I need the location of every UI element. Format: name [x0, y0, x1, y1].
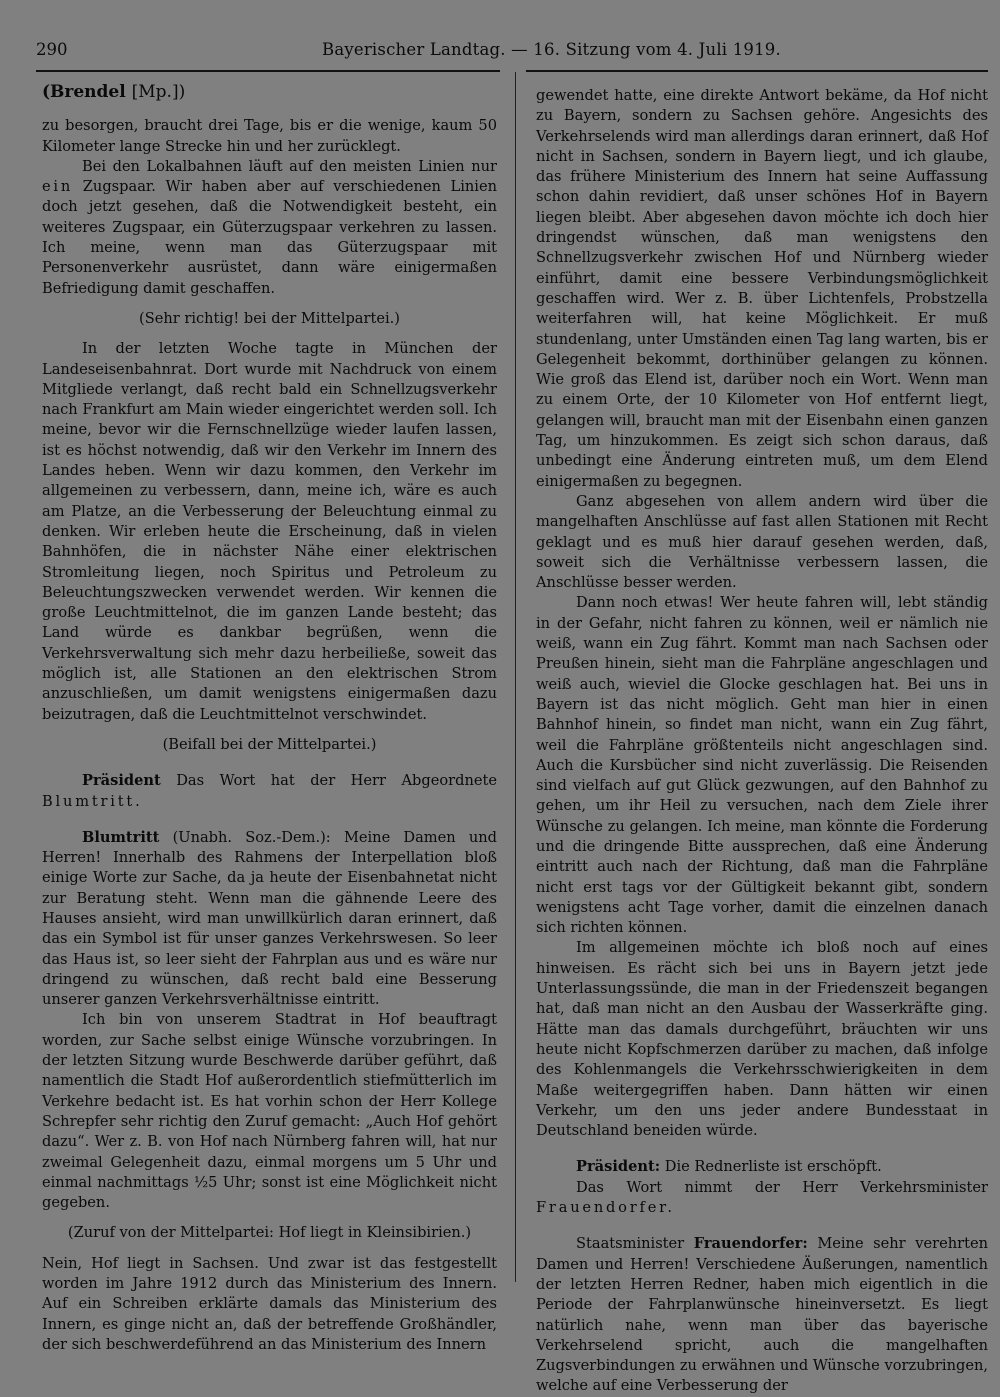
speaker-name: Präsident [82, 772, 161, 790]
text-run: Das Wort hat der Herr Abgeordnete [176, 772, 497, 790]
spaced-emphasis: ein [42, 178, 74, 196]
text-run: Zugspaar. Wir haben aber auf verschiedenen Linien doch jetzt gesehen, daß die Notwendigkeit besteht, ein weiteres Zugspaar, ein Güterzugspaar verkehren zu lassen. Ich meine, wenn man das Güterzugspaar mit Personenverkehr ausrüstet, dann wäre einigermaßen Befriedigung damit geschaffen. [42, 178, 498, 297]
speech-paragraph [536, 1234, 988, 1396]
header-rule-right [526, 70, 988, 72]
running-speaker-name: (Brendel [42, 82, 126, 102]
text-run: Meine Damen und Herren! Innerhalb des Rahmens der Interpellation bloß einige Worte zur Sache, da ja heute der Eisenbahnetat nicht zur Beratung steht. Wenn man die gähnende Leere des Hauses ansieht, wird man unwillkürlich daran erinnert, daß das ein Symbol ist für unser ganzes Verkehrswesen. So leer das Haus ist, so leer sieht der Fahrplan aus und es wäre nur dringend zu wünschen, daß recht bald eine Besserung unserer ganzen Verkehrsverhältnisse eintritt. [42, 828, 498, 1009]
speaker-name: Präsident: [576, 1158, 661, 1176]
interjection: (Sehr richtig! bei der Mittelpartei.) [139, 309, 400, 327]
column-divider [515, 72, 516, 1282]
speaker-title: Staatsminister [576, 1235, 685, 1253]
paragraph [536, 1178, 988, 1219]
interjection: (Zuruf von der Mittelpartei: Hof liegt in Kleinsibirien.) [67, 1224, 472, 1242]
left-column [42, 82, 497, 1355]
paragraph: Nein, Hof liegt in Sachsen. Und zwar ist das festgestellt worden im Jahre 1912 durch das Ministerium des Innern. Auf ein Schreiben erklärte damals das Ministerium des Innern, es ginge nicht an, daß der betreffende Großhändler, der sich beschwerdeführend an das Ministerium des Innern [42, 1254, 497, 1353]
speaker-name: Blumtritt [82, 828, 160, 846]
text-run: Bei den Lokalbahnen läuft auf den meisten Linien nur [82, 157, 497, 175]
paragraph: Ich bin von unserem Stadtrat in Hof beauftragt worden, zur Sache selbst einige Wünsche vorzubringen. In der letzten Sitzung wurde Beschwerde darüber geführt, daß namentlich die Stadt Hof außerordentlich stiefmütterlich im Verkehre bedacht ist. Es hat vorhin schon der Herr Kollege Schrepfer sehr richtig den Zuruf gemacht: „Auch Hof gehört dazu“. Wer z. B. von Hof nach Nürnberg fahren will, hat nur zweimal Gelegenheit dazu, einmal morgens um 5 Uhr und einmal nachmittags ½5 Uhr; sonst ist eine Möglichkeit nicht gegeben. [42, 1011, 497, 1212]
spaced-member-name: Frauendorfer. [536, 1199, 675, 1217]
paragraph [42, 157, 497, 299]
running-speaker-head [42, 82, 497, 102]
page-number: 290 [36, 40, 68, 59]
president-statement [536, 1157, 988, 1177]
text-run: Meine sehr verehrten Damen und Herren! Verschiedene Äußerungen, namentlich der letzten Herren Redner, haben mich eigentlich in die Periode der Fahrplanwünsche hineinversetzt. Es liegt natürlich nahe, wenn man über das bayerische Verkehrselend spricht, auch die mangelhaften Zugsverbindungen zu erwähnen und Wünsche vorzubringen, welche auf eine Verbesserung der [536, 1235, 988, 1395]
running-title: Bayerischer Landtag. — 16. Sitzung vom 4. Juli 1919. [322, 40, 781, 59]
paragraph: Dann noch etwas! Wer heute fahren will, lebt ständig in der Gefahr, nicht fahren zu können, weil er nämlich nie weiß, wann ein Zug fährt. Kommt man nach Sachsen oder Preußen hinein, sieht man die Fahrpläne angeschlagen und weiß auch, wieviel die Glocke geschlagen hat. Bei uns in Bayern ist das nicht möglich. Geht man hier in einen Bahnhof hinein, so findet man nicht, wann ein Zug fährt, weil die Fahrpläne größtenteils nicht angeschlagen sind. Auch die Kursbücher sind nicht zuverlässig. Die Reisenden sind vielfach auf gut Glück gezwungen, auf den Bahnhof zu gehen, um ihr Heil zu versuchen, nach dem Ziele ihrer Wünsche zu gelangen. Ich meine, man könnte die Forderung und die dringende Bitte aussprechen, daß eine Änderung eintritt auch nach der Richtung, daß man die Fahrpläne nicht erst tags vor der Gültigkeit bekannt gibt, sondern wenigstens acht Tage vorher, damit die einzelnen danach sich richten können. [536, 594, 988, 937]
paragraph: Im allgemeinen möchte ich bloß noch auf eines hinweisen. Es rächt sich bei uns in Bayern jetzt jede Unterlassungssünde, die man in der Friedenszeit begangen hat, daß man nicht an den Ausbau der Wasserkräfte ging. Hätte man das damals durchgeführt, bräuchten wir uns heute nicht Kopfschmerzen darüber zu machen, daß infolge des Kohlenmangels die Verkehrsschwierigkeiten in dem Maße weitergegriffen haben. Dann hätten wir einen Verkehr, um den uns jeder andere Bundesstaat in Deutschland beneiden würde. [536, 939, 988, 1140]
paragraph: Ganz abgesehen von allem andern wird über die mangelhaften Anschlüsse auf fast allen Stationen mit Recht geklagt und es muß hier darauf gesehen werden, daß, soweit sich die Verhältnisse verbessern lassen, die Anschlüsse besser werden. [536, 492, 988, 592]
text-run: Das Wort nimmt der Herr Verkehrsminister [576, 1178, 988, 1196]
spaced-member-name: Blumtritt. [42, 792, 143, 810]
page-header [36, 40, 986, 66]
speaker-party: (Unabh. Soz.-Dem.): [172, 828, 331, 846]
paragraph: In der letzten Woche tagte in München der Landeseisenbahnrat. Dort wurde mit Nachdruck von einem Mitgliede verlangt, daß recht bald ein Schnellzugsverkehr nach Frankfurt am Main wieder eingerichtet werden soll. Ich meine, bevor wir die Fernschnellzüge wieder laufen lassen, ist es höchst notwendig, daß wir den Verkehr im Innern des Landes heben. Wenn wir dazu kommen, den Verkehr im allgemeinen zu verbessern, dann, meine ich, wäre es auch am Platze, an die Verbesserung der Beleuchtung einmal zu denken. Wir erleben heute die Erscheinung, daß in vielen Bahnhöfen, die in nächster Nähe einer elektrischen Stromleitung liegen, noch Spiritus und Petroleum zu Beleuchtungszwecken verwendet werden. Wir kennen die große Leuchtmittelnot, die im ganzen Lande besteht; das Land würde es dankbar begrüßen, wenn die Verkehrsverwaltung sich mehr dazu herbeiließe, soweit das möglich ist, alle Stationen an den elektrischen Strom anzuschließen, um damit wenigstens einigermaßen dazu beizutragen, daß die Leuchtmittelnot verschwindet. [42, 340, 497, 723]
paragraph: zu besorgen, braucht drei Tage, bis er die wenige, kaum 50 Kilometer lange Strecke hin und her zurücklegt. [42, 117, 497, 155]
speaker-name: Frauendorfer: [693, 1235, 808, 1253]
paragraph: gewendet hatte, eine direkte Antwort bekäme, da Hof nicht zu Bayern, sondern zu Sachsen gehöre. Angesichts des Verkehrselends wird man allerdings daran erinnert, daß Hof nicht in Sachsen, sondern in Bayern liegt, und ich glaube, das frühere Ministerium des Innern hat seine Auffassung schon dahin revidiert, daß unser schönes Hof in Bayern liegen bleibt. Aber abgesehen davon möchte ich doch hier dringendst wünschen, daß man wenigstens den Schnellzugsverkehr zwischen Hof und Nürnberg wieder einführt, damit eine bessere Verbindungsmöglichkeit geschaffen wird. Wer z. B. über Lichtenfels, Probstzella weiterfahren will, hat keine Möglichkeit. Er muß stundenlang, unter Umständen einen Tag lang warten, bis er Gelegenheit bekommt, dorthinüber gelangen zu können. Wie groß das Elend ist, darüber noch ein Wort. Wenn man zu einem Orte, der 10 Kilometer von Hof entfernt liegt, gelangen will, braucht man mit der Eisenbahn einen ganzen Tag, um hinzukommen. Es zeigt sich schon daraus, daß unbedingt eine Änderung eintreten muß, um dem Elend einigermaßen zu begegnen. [536, 87, 988, 490]
speech-paragraph [42, 828, 497, 1011]
interjection: (Beifall bei der Mittelpartei.) [162, 735, 377, 753]
text-run: Die Rednerliste ist erschöpft. [664, 1158, 882, 1176]
running-speaker-party: [Mp.]) [131, 82, 186, 102]
header-rule-left [36, 70, 500, 72]
president-statement [42, 771, 497, 812]
right-column [536, 86, 988, 1397]
